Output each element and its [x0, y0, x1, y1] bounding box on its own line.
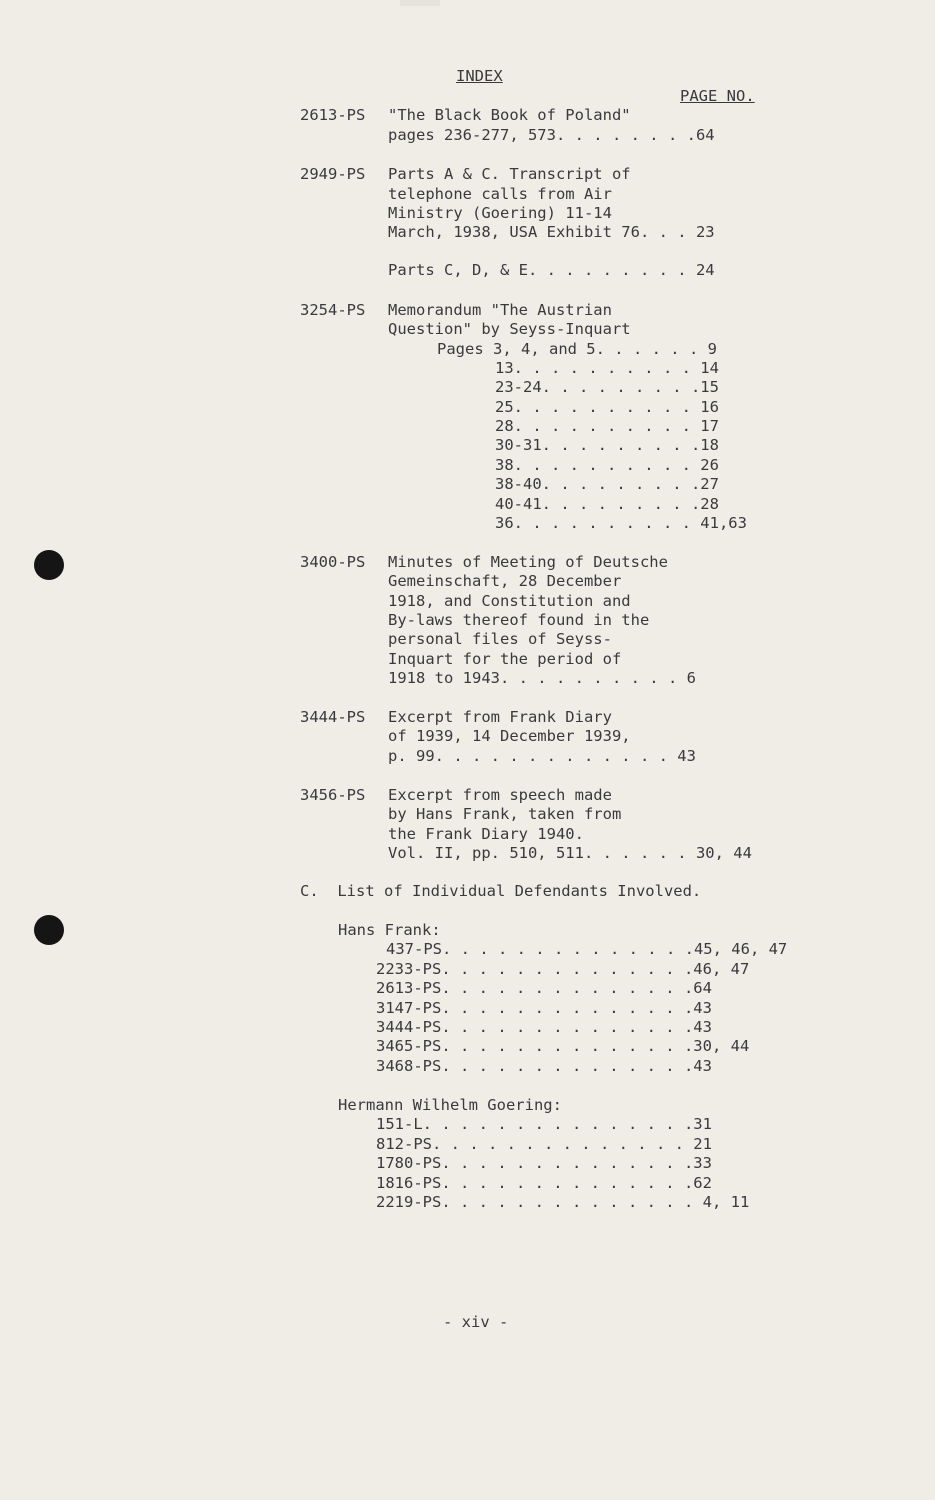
entry-line: Minutes of Meeting of Deutsche [388, 553, 668, 571]
entry-line: of 1939, 14 December 1939, [388, 727, 631, 745]
entry-line: Question" by Seyss-Inquart [388, 320, 631, 338]
entry-sub-line: Parts C, D, & E. . . . . . . . . 24 [388, 261, 715, 279]
entry-line: March, 1938, USA Exhibit 76. . . 23 [388, 223, 715, 241]
page-ref: 13. . . . . . . . . . 14 [495, 359, 719, 377]
entry-line: By-laws thereof found in the [388, 611, 650, 629]
page-ref: 36. . . . . . . . . . 41,63 [495, 514, 747, 532]
defendant-doc: 3444-PS. . . . . . . . . . . . . .43 [376, 1018, 712, 1036]
defendant-doc: 437-PS. . . . . . . . . . . . . .45, 46, 47 [386, 940, 788, 958]
defendant-doc: 2233-PS. . . . . . . . . . . . . .46, 47 [376, 960, 750, 978]
punch-hole-top [34, 550, 64, 580]
page-ref: 28. . . . . . . . . . 17 [495, 417, 719, 435]
defendant-doc: 1780-PS. . . . . . . . . . . . . .33 [376, 1154, 712, 1172]
entry-line: Vol. II, pp. 510, 511. . . . . . 30, 44 [388, 844, 752, 862]
entry-line: telephone calls from Air [388, 185, 612, 203]
entry-line: 1918, and Constitution and [388, 592, 631, 610]
entry-line: Gemeinschaft, 28 December [388, 572, 622, 590]
page-ref: 25. . . . . . . . . . 16 [495, 398, 719, 416]
page-ref: 38-40. . . . . . . . .27 [495, 475, 719, 493]
entry-line: Parts A & C. Transcript of [388, 165, 631, 183]
page-ref: 23-24. . . . . . . . .15 [495, 378, 719, 396]
defendant-doc: 3465-PS. . . . . . . . . . . . . .30, 44 [376, 1037, 750, 1055]
entry-line: pages 236-277, 573. . . . . . . .64 [388, 126, 715, 144]
entry-id: 3456-PS [300, 786, 366, 804]
defendant-doc: 3468-PS. . . . . . . . . . . . . .43 [376, 1057, 712, 1075]
page-ref: 38. . . . . . . . . . 26 [495, 456, 719, 474]
entry-line: 1918 to 1943. . . . . . . . . . 6 [388, 669, 696, 687]
page-no-header: PAGE NO. [680, 87, 755, 105]
entry-line: the Frank Diary 1940. [388, 825, 584, 843]
entry-line: Ministry (Goering) 11-14 [388, 204, 612, 222]
entry-id: 3254-PS [300, 301, 366, 319]
defendant-name: Hermann Wilhelm Goering: [338, 1096, 562, 1114]
defendant-doc: 2219-PS. . . . . . . . . . . . . . 4, 11 [376, 1193, 750, 1211]
defendant-doc: 812-PS. . . . . . . . . . . . . . 21 [376, 1135, 712, 1153]
entry-line: Inquart for the period of [388, 650, 622, 668]
paper-mark [400, 0, 440, 6]
page-number: - xiv - [443, 1313, 509, 1331]
index-title: INDEX [456, 67, 503, 85]
entry-id: 3400-PS [300, 553, 366, 571]
page-ref: 30-31. . . . . . . . .18 [495, 436, 719, 454]
defendant-doc: 151-L. . . . . . . . . . . . . . .31 [376, 1115, 712, 1133]
entry-line: p. 99. . . . . . . . . . . . . 43 [388, 747, 696, 765]
entry-line: Excerpt from speech made [388, 786, 612, 804]
punch-hole-bottom [34, 915, 64, 945]
defendant-doc: 1816-PS. . . . . . . . . . . . . .62 [376, 1174, 712, 1192]
entry-line: personal files of Seyss- [388, 630, 612, 648]
entry-id: 2949-PS [300, 165, 366, 183]
entry-line: Excerpt from Frank Diary [388, 708, 612, 726]
page-ref: 40-41. . . . . . . . .28 [495, 495, 719, 513]
section-heading: C. List of Individual Defendants Involved. [300, 882, 702, 900]
defendant-doc: 3147-PS. . . . . . . . . . . . . .43 [376, 999, 712, 1017]
entry-line: Memorandum "The Austrian [388, 301, 612, 319]
entry-line: "The Black Book of Poland" [388, 106, 631, 124]
entry-line: by Hans Frank, taken from [388, 805, 622, 823]
entry-id: 2613-PS [300, 106, 366, 124]
defendant-doc: 2613-PS. . . . . . . . . . . . . .64 [376, 979, 712, 997]
defendant-name: Hans Frank: [338, 921, 441, 939]
page-ref: Pages 3, 4, and 5. . . . . . 9 [437, 340, 717, 358]
entry-id: 3444-PS [300, 708, 366, 726]
